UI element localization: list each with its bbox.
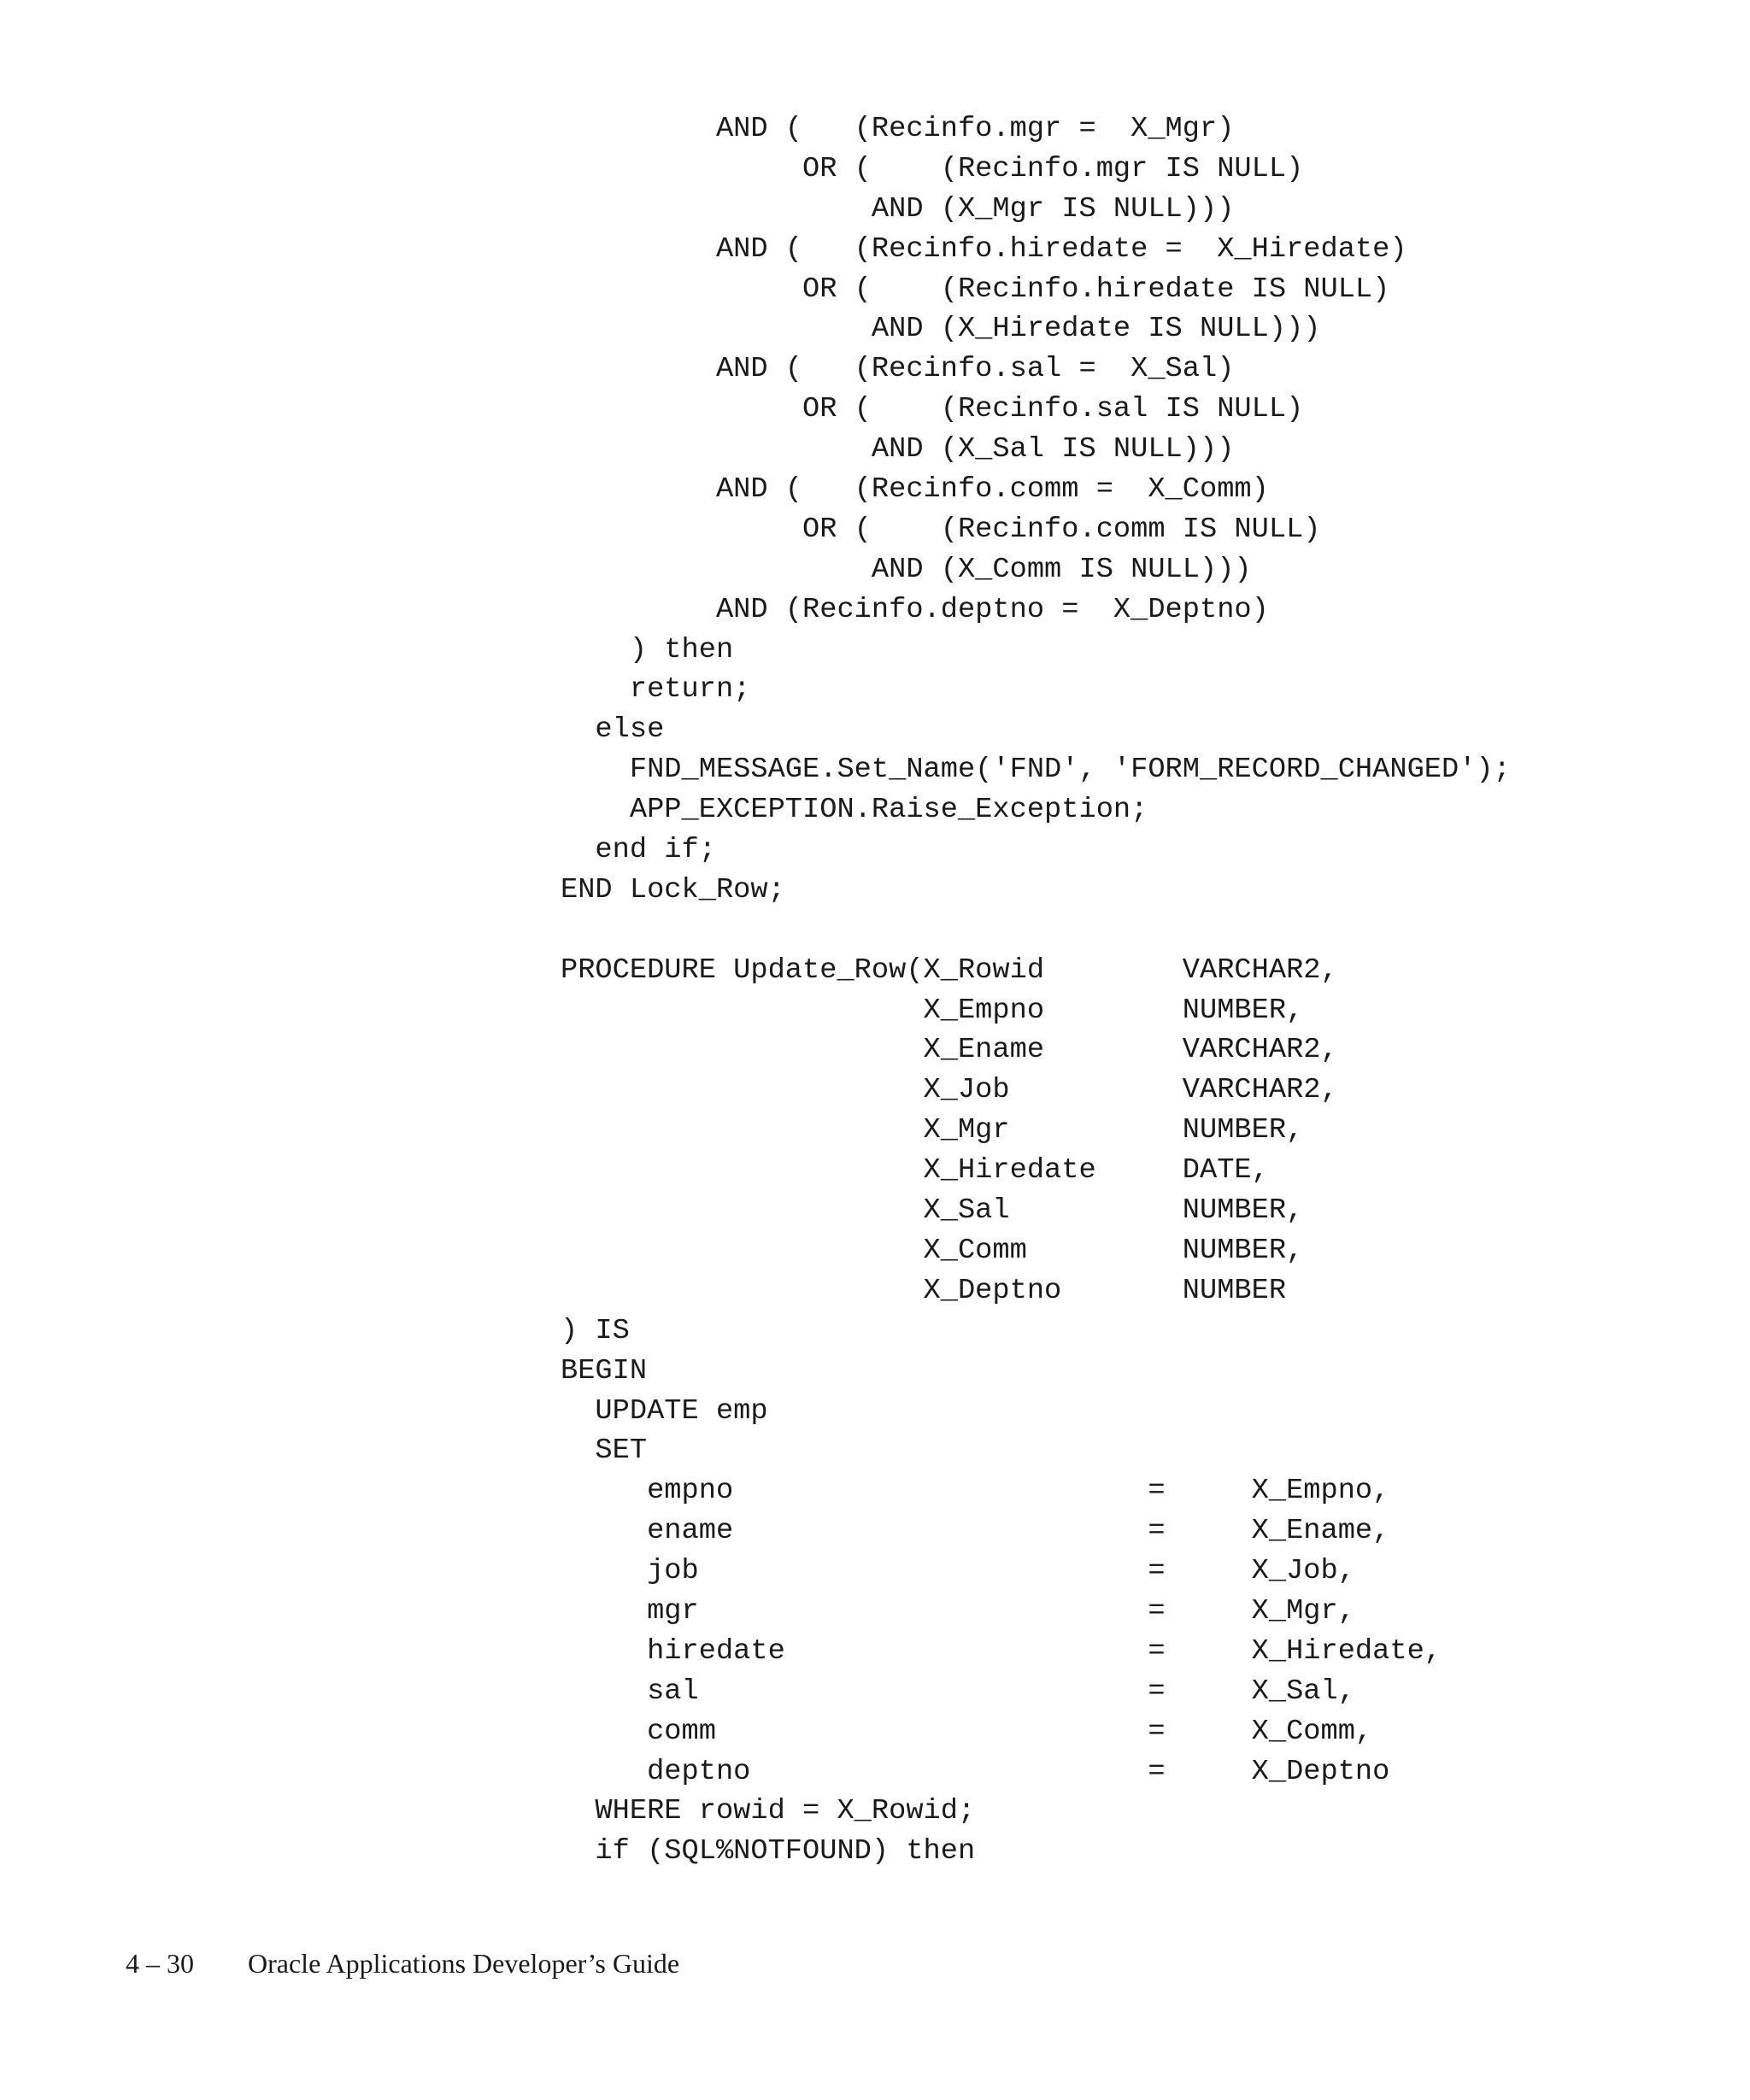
code-line: APP_EXCEPTION.Raise_Exception; — [561, 794, 1148, 827]
code-line: ) then — [561, 633, 734, 666]
code-line: OR ( (Recinfo.hiredate IS NULL) — [561, 273, 1390, 306]
code-line: X_Mgr NUMBER, — [561, 1114, 1304, 1147]
code-line: SET — [561, 1434, 648, 1468]
code-line: FND_MESSAGE.Set_Name('FND', 'FORM_RECORD_CHANGED'); — [561, 754, 1511, 787]
code-line: END Lock_Row; — [561, 873, 785, 906]
code-line — [561, 911, 1511, 951]
code-line: WHERE rowid = X_Rowid; — [561, 1795, 976, 1828]
page-footer — [126, 1948, 679, 1980]
code-line: AND ( (Recinfo.hiredate = X_Hiredate) — [561, 232, 1407, 266]
code-line: BEGIN — [561, 1354, 648, 1387]
code-line: end if; — [561, 834, 716, 867]
code-line: comm = X_Comm, — [561, 1715, 1373, 1748]
code-line: UPDATE emp — [561, 1394, 768, 1428]
code-line: AND (Recinfo.deptno = X_Deptno) — [561, 593, 1269, 626]
code-line: X_Deptno NUMBER — [561, 1274, 1287, 1307]
code-line: sal = X_Sal, — [561, 1675, 1355, 1708]
code-line: AND (X_Sal IS NULL))) — [561, 433, 1235, 466]
page-number: 4 – 30 — [126, 1948, 194, 1979]
code-line: AND ( (Recinfo.sal = X_Sal) — [561, 353, 1235, 386]
code-line: ename = X_Ename, — [561, 1515, 1390, 1548]
code-line: job = X_Job, — [561, 1555, 1355, 1588]
code-line: X_Comm NUMBER, — [561, 1234, 1304, 1267]
code-line: AND (X_Hiredate IS NULL))) — [561, 313, 1321, 346]
code-line: hiredate = X_Hiredate, — [561, 1634, 1442, 1668]
code-line: AND ( (Recinfo.comm = X_Comm) — [561, 473, 1269, 507]
code-line: return; — [561, 673, 751, 707]
code-line: deptno = X_Deptno — [561, 1755, 1390, 1788]
code-line: OR ( (Recinfo.mgr IS NULL) — [561, 152, 1304, 185]
code-line: OR ( (Recinfo.comm IS NULL) — [561, 513, 1321, 546]
code-line: PROCEDURE Update_Row(X_Rowid VARCHAR2, — [561, 953, 1338, 987]
code-line: else — [561, 713, 665, 747]
code-line: OR ( (Recinfo.sal IS NULL) — [561, 393, 1304, 426]
code-line: mgr = X_Mgr, — [561, 1594, 1355, 1628]
code-line: ) IS — [561, 1314, 630, 1347]
code-line: AND ( (Recinfo.mgr = X_Mgr) — [561, 113, 1235, 145]
code-line: if (SQL%NOTFOUND) then — [561, 1835, 976, 1868]
code-line: X_Sal NUMBER, — [561, 1194, 1304, 1228]
code-line: AND (X_Comm IS NULL))) — [561, 553, 1252, 586]
code-listing — [561, 109, 1511, 1872]
code-line: X_Empno NUMBER, — [561, 994, 1304, 1027]
code-line: X_Job VARCHAR2, — [561, 1074, 1338, 1107]
code-line: X_Hiredate DATE, — [561, 1154, 1269, 1188]
code-line: X_Ename VARCHAR2, — [561, 1034, 1338, 1067]
code-line: AND (X_Mgr IS NULL))) — [561, 192, 1235, 226]
book-title: Oracle Applications Developer’s Guide — [248, 1948, 680, 1979]
code-line: empno = X_Empno, — [561, 1475, 1390, 1508]
